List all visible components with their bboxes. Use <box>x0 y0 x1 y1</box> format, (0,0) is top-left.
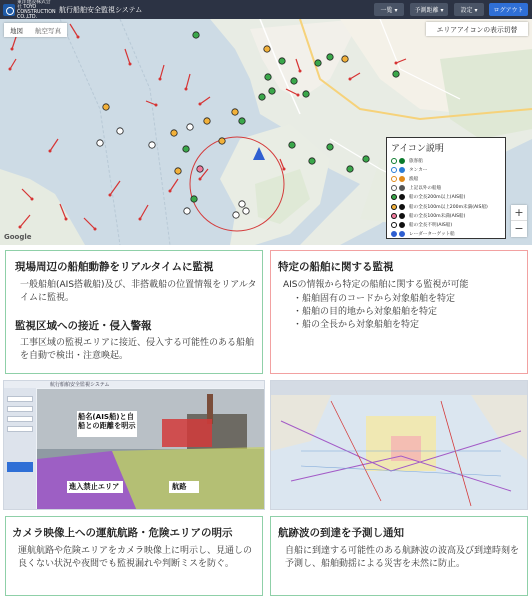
wake-wave-card <box>270 516 528 596</box>
specific-ship-card <box>270 250 528 374</box>
card-text: 運航航路や危険エリアをカメラ映像上に明示し、見通しの良くない状況や夜間でも監視漏れや判断ミスを防ぐ。 <box>18 546 253 569</box>
legend-label: 船の全長100m未満(AIS船) <box>409 213 466 219</box>
app-header <box>0 0 532 19</box>
ship-marker[interactable] <box>191 196 197 202</box>
ship-marker[interactable] <box>269 88 275 94</box>
ship-heading-marker <box>110 181 120 195</box>
legend-item <box>391 220 501 229</box>
map-type-tabs <box>4 23 67 37</box>
logo-icon <box>3 4 15 16</box>
legend-item <box>391 230 501 239</box>
ship-heading-marker <box>146 101 156 105</box>
card-title: カメラ映像上への運航航路・危険エリアの明示 <box>12 527 233 539</box>
ship-marker[interactable] <box>327 54 333 60</box>
forecast-distance-button[interactable]: 予測距離 ▾ <box>410 3 448 16</box>
card-title: 現場周辺の船舶動静をリアルタイムに監視 <box>15 261 214 273</box>
legend-ship-icon <box>391 158 397 164</box>
ship-heading-tip <box>19 226 22 229</box>
ship-marker[interactable] <box>289 142 295 148</box>
ship-heading-tip <box>94 228 97 231</box>
legend-label: 船の全長200m以上(AIS船) <box>409 195 466 201</box>
ship-marker[interactable] <box>327 144 333 150</box>
ship-heading-marker <box>200 97 210 104</box>
ship-heading-marker <box>186 74 190 89</box>
legend-label: レーダーターゲット船 <box>409 232 455 238</box>
tab-aerial-photo[interactable]: 航空写真 <box>35 27 61 35</box>
ship-heading-marker <box>125 49 130 64</box>
ship-heading-tip <box>65 218 68 221</box>
legend-label: 旅客船 <box>409 158 423 164</box>
card-text: AISの情報から特定の船舶に関する監視が可能 <box>283 280 469 290</box>
ship-marker[interactable] <box>175 168 181 174</box>
ship-marker[interactable] <box>197 166 203 172</box>
ship-marker[interactable] <box>183 146 189 152</box>
ship-heading-tip <box>299 70 302 73</box>
legend-ship-icon <box>399 213 405 219</box>
legend-ship-icon <box>391 176 397 182</box>
bullet-list <box>293 293 523 332</box>
zoom-in-button[interactable]: + <box>511 205 527 221</box>
ship-heading-tip <box>199 178 202 181</box>
ship-marker[interactable] <box>232 109 238 115</box>
bullet-item: ・船の全長から対象船舶を特定 <box>293 320 420 330</box>
ship-heading-marker <box>70 24 78 37</box>
ship-marker[interactable] <box>219 138 225 144</box>
legend-label: 船の全長不明(AIS船) <box>409 222 453 228</box>
ship-marker[interactable] <box>342 56 348 62</box>
bullet-item: ・船舶固有のコードから対象船舶を特定 <box>293 294 456 304</box>
camera-route-card <box>5 516 263 596</box>
ship-marker[interactable] <box>279 58 285 64</box>
card-subtitle: 監視区域への接近・侵入警報 <box>15 320 152 332</box>
zoom-controls <box>511 205 527 237</box>
ship-heading-marker <box>160 65 164 79</box>
ship-marker[interactable] <box>187 124 193 130</box>
logo-text: 東洋建設株式会社 TOYO CONSTRUCTION CO.,LTD. <box>17 0 56 20</box>
ship-heading-tip <box>185 88 188 91</box>
ship-heading-tip <box>283 168 286 171</box>
bullet-item: ・船舶の目的地から対象船舶を特定 <box>293 307 438 317</box>
wake-wave-screenshot <box>270 380 528 510</box>
ship-marker[interactable] <box>315 60 321 66</box>
label-route: 航路 <box>172 482 187 491</box>
card-subtext: 工事区域の監視エリアに接近、侵入する可能性のある船舶を自動で検出・注意喚起。 <box>20 338 255 361</box>
legend-title: アイコン説明 <box>391 144 444 154</box>
ship-marker[interactable] <box>193 32 199 38</box>
legend-ship-icon <box>391 213 397 219</box>
ship-marker[interactable] <box>149 142 155 148</box>
ship-marker[interactable] <box>117 128 123 134</box>
ship-heading-tip <box>169 190 172 193</box>
ship-marker[interactable] <box>97 140 103 146</box>
zoom-out-button[interactable]: − <box>514 222 524 235</box>
company-logo <box>3 0 56 20</box>
legend-label: 船の全長100m以上200m未満(AIS船) <box>409 204 488 210</box>
ship-marker[interactable] <box>171 130 177 136</box>
logout-button[interactable]: ログアウト <box>489 3 528 16</box>
legend-item <box>391 211 501 220</box>
ship-marker[interactable] <box>259 94 265 100</box>
ship-heading-marker <box>350 73 360 79</box>
legend-ship-icon <box>391 194 397 200</box>
ship-heading-marker <box>22 189 32 199</box>
ship-heading-tip <box>159 78 162 81</box>
camera-window-title: 航行船舶安全監視システム <box>50 382 110 388</box>
legend-ship-icon <box>399 194 405 200</box>
icon-legend <box>386 137 506 239</box>
ship-heading-tip <box>77 36 80 39</box>
ship-marker[interactable] <box>309 158 315 164</box>
card-text: 自船に到達する可能性のある航跡波の波高及び到達時刻を予測し、船舶動揺による災害を未然に防止。 <box>285 546 520 569</box>
ship-heading-tip <box>49 150 52 153</box>
ship-marker[interactable] <box>303 91 309 97</box>
legend-ship-icon <box>391 204 397 210</box>
ship-heading-marker <box>60 204 66 219</box>
ship-marker[interactable] <box>363 156 369 162</box>
ship-heading-tip <box>9 68 12 71</box>
ship-heading-marker <box>170 179 178 191</box>
ship-marker[interactable] <box>264 46 270 52</box>
ship-marker[interactable] <box>233 212 239 218</box>
legend-item <box>391 174 501 183</box>
tab-map[interactable]: 地図 <box>10 27 23 35</box>
area-icon-toggle-button[interactable]: エリアアイコンの表示切替 <box>426 22 528 36</box>
legend-ship-icon <box>391 167 397 173</box>
camera-side-panel <box>4 388 36 510</box>
list-menu-button[interactable]: 一覧 ▾ <box>374 3 404 16</box>
wake-map-view <box>271 381 528 510</box>
legend-item <box>391 165 501 174</box>
ship-heading-marker <box>286 89 298 95</box>
ship-marker[interactable] <box>239 118 245 124</box>
legend-item <box>391 156 501 165</box>
ship-heading-tip <box>297 94 300 97</box>
camera-screenshot <box>3 380 265 510</box>
legend-ship-icon <box>399 176 405 182</box>
legend-ship-icon <box>391 231 397 237</box>
legend-ship-icon <box>399 231 405 237</box>
ship-heading-marker <box>140 205 148 219</box>
ship-heading-tip <box>11 48 14 51</box>
ship-marker[interactable] <box>243 208 249 214</box>
ship-heading-tip <box>349 78 352 81</box>
legend-item <box>391 193 501 202</box>
ship-marker[interactable] <box>204 118 210 124</box>
callout-ship-distance: 船名(AIS船)と自船との距離を明示 <box>78 412 136 430</box>
label-no-entry-area: 進入禁止エリア <box>69 482 120 491</box>
legend-item <box>391 184 501 193</box>
camera-titlebar <box>4 381 265 388</box>
ship-marker[interactable] <box>291 78 297 84</box>
settings-button[interactable]: 設定 ▾ <box>454 3 484 16</box>
realtime-monitor-card <box>5 250 263 374</box>
ship-heading-marker <box>10 59 16 69</box>
ship-heading-tip <box>139 218 142 221</box>
ship-marker[interactable] <box>239 201 245 207</box>
card-text: 一般船舶(AIS搭載船)及び、非搭載船の位置情報をリアルタイムに監視。 <box>20 280 257 303</box>
ship-map[interactable] <box>0 19 532 245</box>
app-title: 航行船舶安全監視システム <box>59 5 143 14</box>
ship-heading-marker <box>296 59 300 71</box>
ship-marker[interactable] <box>347 166 353 172</box>
legend-list <box>391 156 501 239</box>
legend-ship-icon <box>399 204 405 210</box>
legend-ship-icon <box>399 185 405 191</box>
ship-heading-marker <box>280 159 284 169</box>
legend-label: 漁船 <box>409 176 419 182</box>
ship-marker[interactable] <box>103 104 109 110</box>
google-attribution: Google <box>4 233 32 241</box>
legend-ship-icon <box>399 167 405 173</box>
ship-heading-tip <box>129 63 132 66</box>
card-title: 航跡波の到達を予測し通知 <box>278 527 404 539</box>
ship-marker[interactable] <box>393 71 399 77</box>
ship-heading-tip <box>395 62 398 65</box>
ship-heading-marker <box>396 59 406 63</box>
card-title: 特定の船舶に関する監視 <box>278 261 394 273</box>
ship-marker[interactable] <box>265 74 271 80</box>
ship-heading-tip <box>31 198 34 201</box>
ship-heading-tip <box>199 103 202 106</box>
legend-ship-icon <box>399 222 405 228</box>
ship-heading-tip <box>155 104 158 107</box>
legend-label: 上記以外の船舶 <box>409 186 442 192</box>
legend-label: タンカー <box>409 167 428 173</box>
ship-heading-marker <box>50 139 58 151</box>
legend-ship-icon <box>391 185 397 191</box>
legend-ship-icon <box>391 222 397 228</box>
ship-heading-marker <box>20 215 30 227</box>
ship-heading-tip <box>109 194 112 197</box>
legend-ship-icon <box>399 158 405 164</box>
legend-item <box>391 202 501 211</box>
ship-heading-marker <box>84 218 95 229</box>
ship-marker[interactable] <box>184 208 190 214</box>
